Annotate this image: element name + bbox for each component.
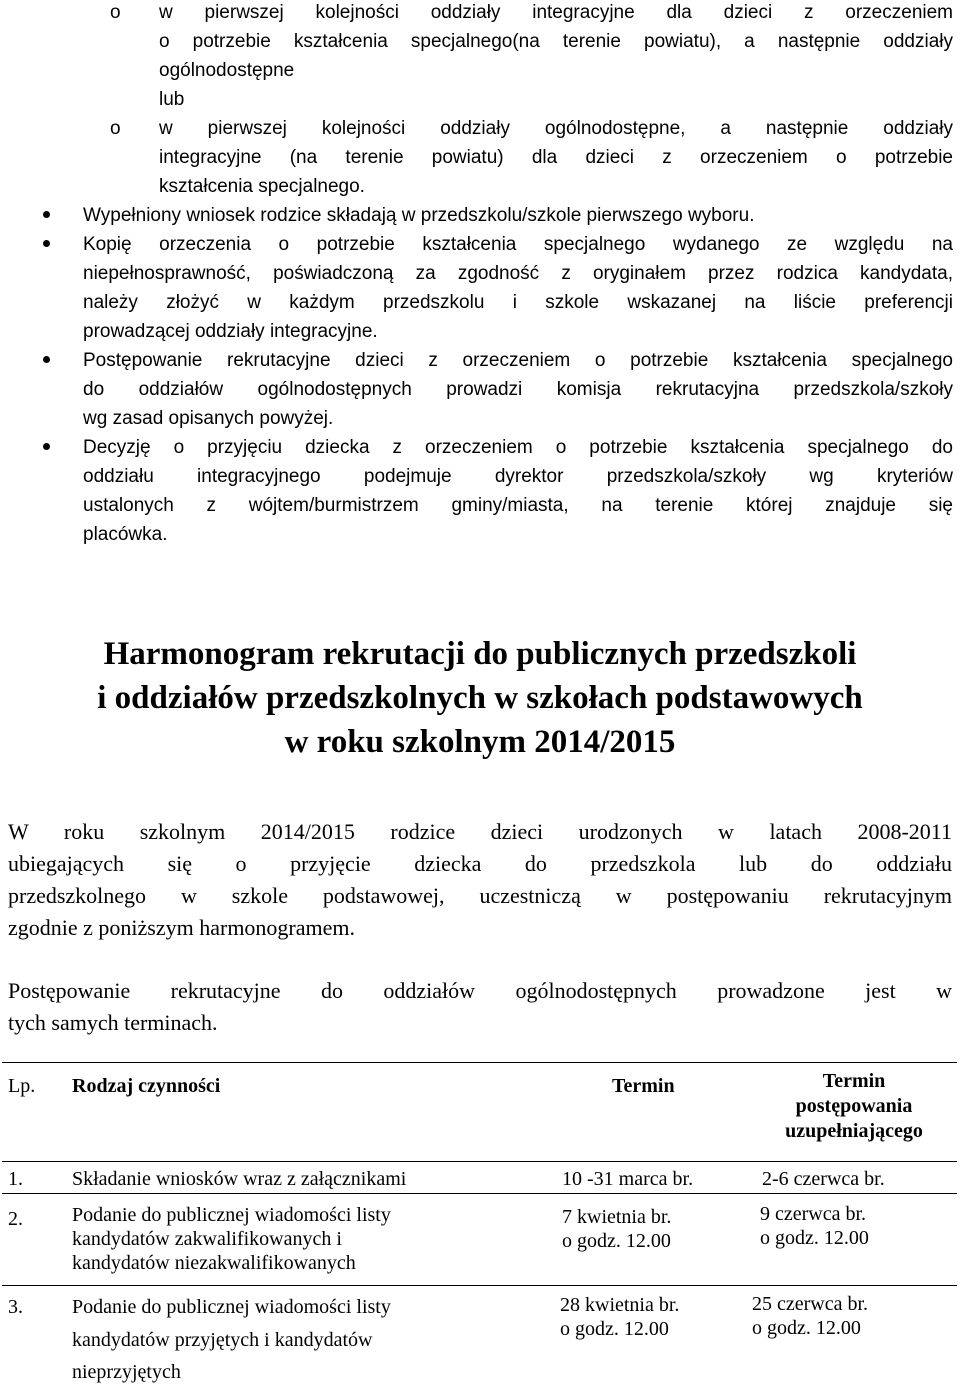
- bullet-4-line-4: placówka.: [83, 524, 168, 545]
- bullet-2-line-3: należy złożyć w każdym przedszkolu i szkole wskazanej na liście preferencji: [83, 293, 953, 313]
- row-2-supplementary-line-1: 9 czerwca br.: [760, 1203, 867, 1225]
- row-2-activity-line-2: kandydatów zakwalifikowanych i: [72, 1228, 342, 1250]
- sub-item-1-line-1: w pierwszej kolejności oddziały integracyjne dla dzieci z orzeczeniem: [159, 3, 953, 23]
- intro-p1-line-4: zgodnie z poniższym harmonogramem.: [8, 915, 356, 940]
- row-3-activity-line-1: Podanie do publicznej wiadomości listy: [72, 1296, 391, 1318]
- header-activity: Rodzaj czynności: [72, 1075, 221, 1097]
- table-rule: [2, 1161, 957, 1162]
- row-1-supplementary: 2-6 czerwca br.: [762, 1168, 885, 1190]
- intro-p1-line-2: ubiegających się o przyjęcie dziecka do przedszkola lub do oddziału: [8, 853, 952, 876]
- row-2-term-line-2: o godz. 12.00: [562, 1230, 671, 1252]
- bullet-4-line-3: ustalonych z wójtem/burmistrzem gminy/miasta, na terenie której znajduje się: [83, 496, 953, 516]
- bullet-icon: [43, 211, 50, 218]
- intro-p2-line-1: Postępowanie rekrutacyjne do oddziałów ogólnodostępnych prowadzone jest w: [8, 980, 952, 1003]
- header-term: Termin: [612, 1075, 675, 1097]
- row-3-activity-line-2: kandydatów przyjętych i kandydatów: [72, 1329, 373, 1351]
- row-1-term: 10 -31 marca br.: [562, 1168, 694, 1190]
- bullet-icon: [43, 240, 50, 247]
- row-2-supplementary-line-2: o godz. 12.00: [760, 1227, 869, 1249]
- row-1-lp: 1.: [8, 1168, 23, 1190]
- schedule-table: [0, 1060, 960, 1388]
- sub-item-2-line-2: integracyjne (na terenie powiatu) dla dzieci z orzeczeniem o potrzebie: [159, 148, 953, 168]
- heading-line-1: Harmonogram rekrutacji do publicznych przedszkoli: [103, 636, 857, 672]
- table-rule: [2, 1193, 957, 1194]
- row-3-supplementary-line-1: 25 czerwca br.: [752, 1293, 869, 1315]
- bullet-2-line-2: niepełnosprawność, poświadczoną za zgodność z oryginałem przez rodzica kandydata,: [83, 264, 953, 284]
- table-rule: [2, 1285, 957, 1286]
- intro-p1-line-1: W roku szkolnym 2014/2015 rodzice dzieci urodzonych w latach 2008-2011: [8, 821, 952, 844]
- sub-item-1-line-2: o potrzebie kształcenia specjalnego(na terenie powiatu), a następnie oddziały: [159, 32, 953, 52]
- heading-line-2: i oddziałów przedszkolnych w szkołach podstawowych: [97, 680, 863, 716]
- row-2-activity-line-3: kandydatów niezakwalifikowanych: [72, 1252, 356, 1274]
- intro-p2-line-2: tych samych terminach.: [8, 1010, 218, 1035]
- heading-line-3: w roku szkolnym 2014/2015: [284, 724, 676, 760]
- row-1-activity: Składanie wniosków wraz z załącznikami: [72, 1168, 407, 1190]
- header-lp: Lp.: [8, 1075, 36, 1097]
- sub-item-2-line-3: kształcenia specjalnego.: [159, 176, 365, 197]
- table-rule: [2, 1062, 957, 1063]
- bullet-2-line-4: prowadzącej oddziały integracyjne.: [83, 321, 378, 342]
- bullet-1-line-1: Wypełniony wniosek rodzice składają w przedszkolu/szkole pierwszego wyboru.: [83, 205, 755, 226]
- connector-or: lub: [159, 89, 185, 110]
- sub-item-2-line-1: w pierwszej kolejności oddziały ogólnodostępne, a następnie oddziały: [159, 119, 953, 139]
- bullet-3-line-1: Postępowanie rekrutacyjne dzieci z orzeczeniem o potrzebie kształcenia specjalnego: [83, 351, 953, 371]
- sub-item-marker: o: [110, 2, 121, 23]
- bullet-3-line-2: do oddziałów ogólnodostępnych prowadzi komisja rekrutacyjna przedszkola/szkoły: [83, 380, 953, 400]
- row-3-lp: 3.: [8, 1296, 23, 1318]
- bullet-3-line-3: wg zasad opisanych powyżej.: [83, 408, 334, 429]
- sub-item-marker: o: [110, 118, 121, 139]
- intro-p1-line-3: przedszkolnego w szkole podstawowej, uczestniczą w postępowaniu rekrutacyjnym: [8, 885, 952, 908]
- header-supplementary-line-3: uzupełniającego: [785, 1120, 923, 1142]
- row-3-term-line-1: 28 kwietnia br.: [560, 1294, 680, 1316]
- row-2-term-line-1: 7 kwietnia br.: [562, 1206, 672, 1228]
- schedule-heading: [0, 632, 960, 764]
- bullet-icon: [43, 356, 50, 363]
- row-2-activity-line-1: Podanie do publicznej wiadomości listy: [72, 1204, 391, 1226]
- sub-item-1-line-3: ogólnodostępne: [159, 60, 295, 81]
- row-3-term-line-2: o godz. 12.00: [560, 1318, 669, 1340]
- bullet-2-line-1: Kopię orzeczenia o potrzebie kształcenia specjalnego wydanego ze względu na: [83, 235, 953, 255]
- row-3-activity-line-3: nieprzyjętych: [72, 1361, 181, 1383]
- bullet-icon: [43, 443, 50, 450]
- row-3-supplementary-line-2: o godz. 12.00: [752, 1317, 861, 1339]
- row-2-lp: 2.: [8, 1208, 23, 1230]
- bullet-4-line-1: Decyzję o przyjęciu dziecka z orzeczeniem o potrzebie kształcenia specjalnego do: [83, 438, 953, 458]
- header-supplementary-line-2: postępowania: [795, 1095, 913, 1117]
- header-supplementary-line-1: Termin: [822, 1070, 886, 1092]
- bullet-4-line-2: oddziału integracyjnego podejmuje dyrektor przedszkola/szkoły wg kryteriów: [83, 467, 953, 487]
